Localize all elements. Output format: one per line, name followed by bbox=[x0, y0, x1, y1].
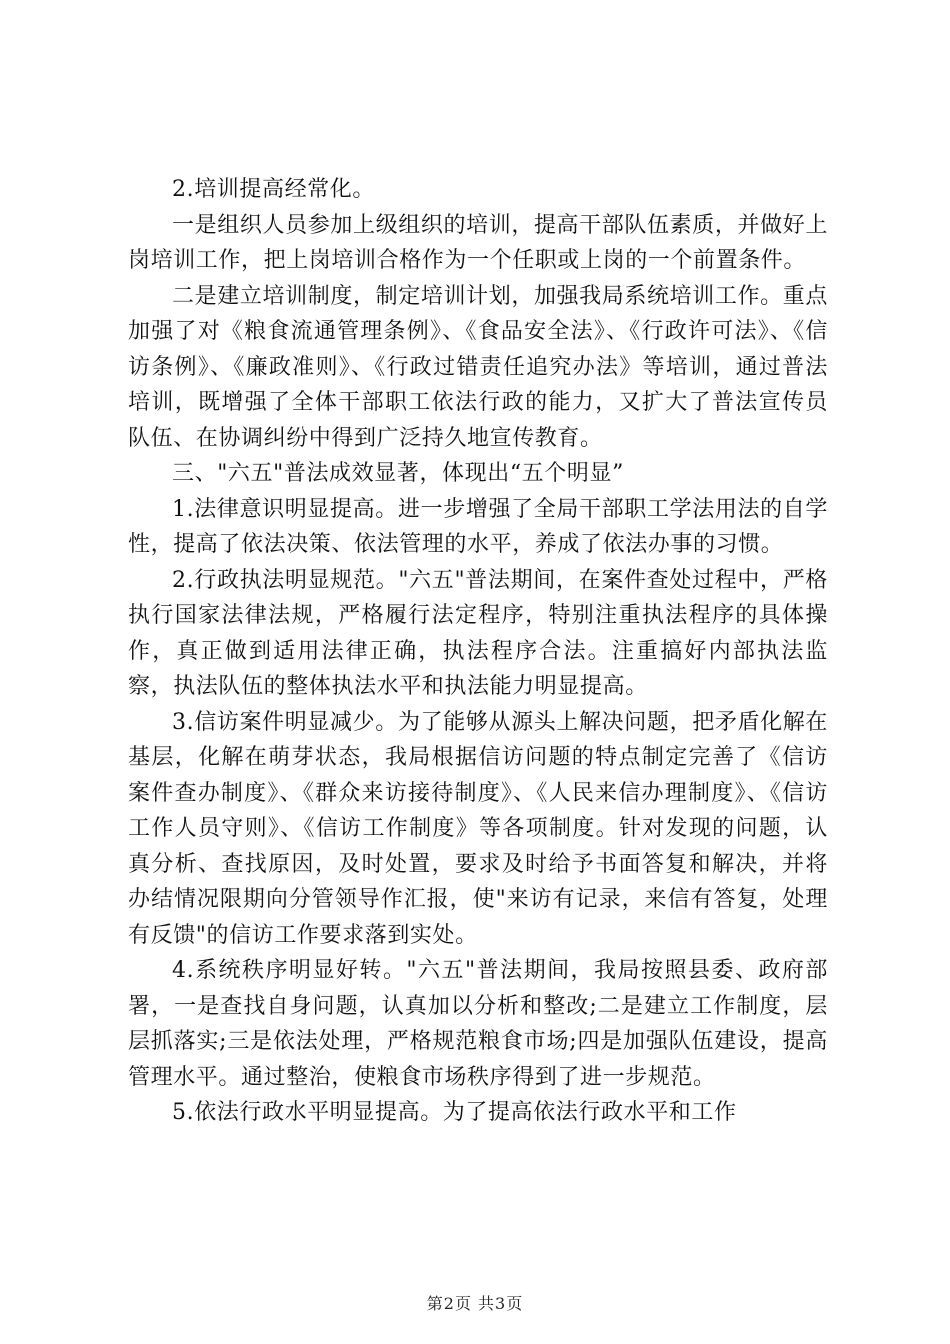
paragraph-legal-awareness: 1.法律意识明显提高。进一步增强了全局干部职工学法用法的自学性，提高了依法决策、依法管理的水平，养成了依法办事的习惯。 bbox=[128, 496, 828, 557]
document-body bbox=[128, 172, 828, 1131]
page-footer: 第2页 共3页 bbox=[426, 1294, 524, 1313]
paragraph-training-item-2: 二是建立培训制度，制定培训计划，加强我局系统培训工作。重点加强了对《粮食流通管理条例》、《食品安全法》、《行政许可法》、《信访条例》、《廉政准则》、《行政过错责任追究办法》等培训，通过普法培训，既增强了全体干部职工依法行政的能力，又扩大了普法宣传员队伍、在协调纠纷中得到广泛持久地宣传教育。 bbox=[128, 283, 828, 451]
paragraph-lawful-administration: 5.依法行政水平明显提高。为了提高依法行政水平和工作 bbox=[172, 1100, 737, 1125]
paragraph-training-heading: 2.培训提高经常化。 bbox=[172, 177, 375, 202]
paragraph-training-item-1: 一是组织人员参加上级组织的培训，提高干部队伍素质，并做好上岗培训工作，把上岗培训合格作为一个任职或上岗的一个前置条件。 bbox=[128, 212, 828, 273]
paragraph-system-order: 4.系统秩序明显好转。"六五"普法期间，我局按照县委、政府部署，一是查找自身问题，认真加以分析和整改;二是建立工作制度，层层抓落实;三是依法处理，严格规范粮食市场;四是加强队伍建设，提高管理水平。通过整治，使粮食市场秩序得到了进一步规范。 bbox=[128, 958, 828, 1090]
paragraph-administrative-enforcement: 2.行政执法明显规范。"六五"普法期间，在案件查处过程中，严格执行国家法律法规，严格履行法定程序，特别注重执法程序的具体操作，真正做到适用法律正确，执法程序合法。注重搞好内部执法监察，执法队伍的整体执法水平和执法能力明显提高。 bbox=[128, 567, 828, 699]
paragraph-section-three-heading: 三、"六五"普法成效显著，体现出“五个明显” bbox=[172, 461, 624, 486]
paragraph-petition-cases: 3.信访案件明显减少。为了能够从源头上解决问题，把矛盾化解在基层，化解在萌芽状态，我局根据信访问题的特点制定完善了《信访案件查办制度》、《群众来访接待制度》、《人民来信办理制度》、《信访工作人员守则》、《信访工作制度》等各项制度。针对发现的问题，认真分析、查找原因，及时处置，要求及时给予书面答复和解决，并将办结情况限期向分管领导作汇报，使"来访有记录，来信有答复，处理有反馈"的信访工作要求落到实处。 bbox=[128, 709, 828, 948]
